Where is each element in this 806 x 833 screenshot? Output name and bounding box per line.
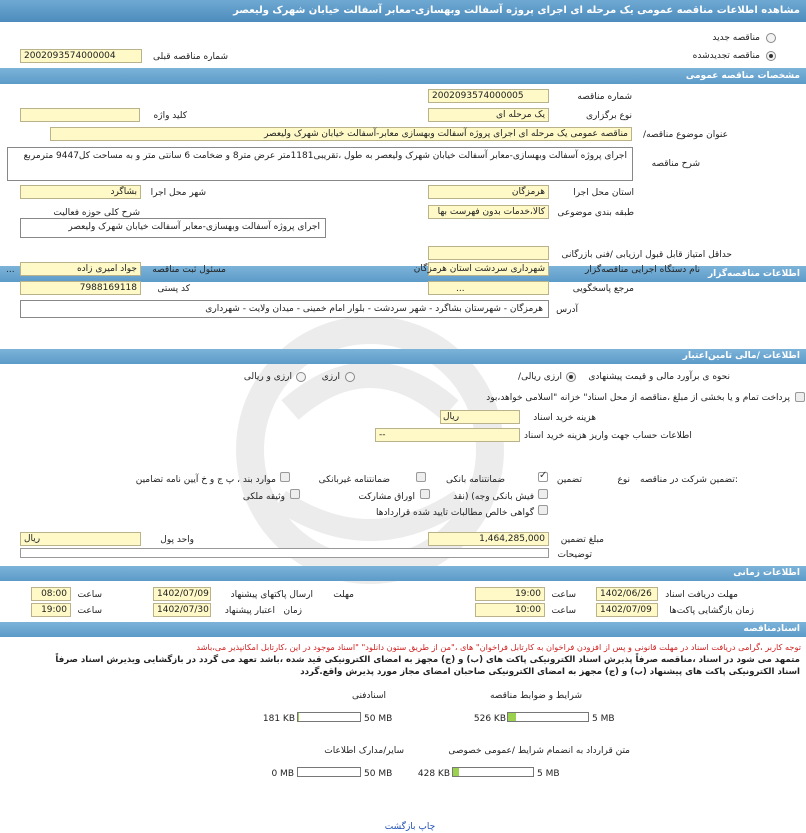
send-time: 08:00 <box>31 587 71 601</box>
opening-date: 1402/07/09 <box>596 603 658 617</box>
time-word-label: زمان <box>283 606 302 616</box>
nonbank-guarantee-label: ضمانتنامه غیربانکی <box>318 475 390 485</box>
validity-time-label: ساعت <box>77 606 102 616</box>
currency-label: واحد پول <box>160 535 194 545</box>
reference-more[interactable]: ... <box>456 284 465 294</box>
category-field: کالا،خدمات بدون فهرست بها <box>428 205 549 219</box>
section-documents-header: اسنادمناقصه <box>0 622 806 637</box>
registrar-label: مسئول ثبت مناقصه <box>152 265 226 275</box>
keyword-label: کلید واژه <box>153 111 187 121</box>
fx-rial-radio[interactable] <box>296 372 306 382</box>
prev-tender-number: 2002093574000004 <box>20 49 142 63</box>
send-label: ارسال پاکتهای پیشنهاد <box>230 590 313 600</box>
send-date: 1402/07/09 <box>153 587 211 601</box>
doc-conditions-label: شرایط و ضوابط مناقصه <box>489 691 582 701</box>
renewed-tender-radio[interactable] <box>766 51 776 61</box>
fx-radio[interactable] <box>345 372 355 382</box>
province-label: استان محل اجرا <box>573 188 634 198</box>
doc-other-size: 0 MB <box>271 769 294 779</box>
doc-fee-label: هزینه خرید اسناد <box>533 413 596 423</box>
tender-number: 2002093574000005 <box>428 89 549 103</box>
org-field: شهرداری سردشت استان هرمزگان <box>428 262 549 276</box>
receive-time-label: ساعت <box>551 590 576 600</box>
rial-label: /ارزی ریالی <box>518 372 562 382</box>
tender-title-label: /عنوان موضوع مناقصه <box>643 130 728 140</box>
property-checkbox[interactable] <box>290 489 300 499</box>
holding-type: یک مرحله ای <box>428 108 549 122</box>
renewed-tender-label: مناقصه تجدیدشده <box>692 51 760 61</box>
activity-field: اجرای پروژه آسفالت وبهسازی-معابر آسفالت خیابان شهرک ولیعصر <box>20 218 326 238</box>
doc-technical-size: 181 KB <box>262 714 295 724</box>
doc-technical-max: 50 MB <box>364 714 393 724</box>
treasury-text: پرداخت تمام و یا بخشی از مبلغ ،مناقصه از محل اسناد" خزانه "اسلامی خواهد،بود <box>486 393 790 403</box>
new-tender-radio[interactable] <box>766 33 776 43</box>
bonds-checkbox[interactable] <box>420 489 430 499</box>
print-link[interactable]: چاپ <box>418 822 436 832</box>
org-label: نام دستگاه اجرایی مناقصه‌گزار <box>585 265 700 275</box>
clause-guarantee-label: موارد بند ، پ ج و خ آیین نامه تضامین <box>135 475 276 485</box>
reference-field <box>428 281 549 295</box>
estimate-label: نحوه ی برآورد مالی و قیمت پیشنهادی <box>588 372 730 382</box>
doc-fee-field <box>440 410 520 424</box>
guarantee-label: تضمین شرکت در مناقصه: <box>640 475 738 485</box>
doc-other-max: 50 MB <box>364 769 393 779</box>
tender-title: مناقصه عمومی یک مرحله ای اجرای پروژه آسفالت وبهسازی معابر-آسفالت خیابان شهرک ولیعصر <box>50 127 632 141</box>
send-time-label: ساعت <box>77 590 102 600</box>
prev-tender-number-label: شماره مناقصه قبلی <box>153 52 228 62</box>
guarantee-amount: 1,464,285,000 <box>428 532 549 546</box>
doc-other-progress <box>297 767 361 777</box>
download-notice: توجه کاربر ،گرامی دریافت اسناد در مهلت قانونی و پس از افزودن فراخوان به کارتابل فراخوان" های ،"من از طریق ستون دانلود" "اسناد موجود در این ،کارتابل امکانپذیر می،باشد <box>196 642 801 652</box>
bank-receipt-checkbox[interactable] <box>538 489 548 499</box>
fx-rial-label: ارزی و ریالی <box>243 372 292 382</box>
city-field: بشاگرد <box>20 185 141 199</box>
activity-label: شرح کلی حوزه فعالیت <box>53 208 140 218</box>
claims-label: گواهی خالص مطالبات تایید شده قراردادها <box>376 508 534 518</box>
validity-date: 1402/07/30 <box>153 603 211 617</box>
section-financial-header: اطلاعات /مالی تامین‌اعتبار <box>0 349 806 364</box>
bank-guarantee-checkbox[interactable] <box>416 472 426 482</box>
account-label: اطلاعات حساب جهت واریز هزینه خرید اسناد <box>524 431 692 441</box>
page-title: مشاهده اطلاعات مناقصه عمومی یک مرحله ای اجرای پروژه آسفالت وبهسازی-معابر آسفالت خیابان شهرک ولیعصر <box>0 0 806 22</box>
notes-label: توضیحات <box>557 550 592 560</box>
back-link[interactable]: بازگشت <box>384 822 416 832</box>
guarantee-type-label: نوع <box>617 475 630 485</box>
tender-description: اجرای پروژه آسفالت وبهسازی-معابر آسفالت خیابان شهرک ولیعصر به طول ،تقریبی1181متر عرض متر8 و ضخامت 6 سانتی متر و به مساحت کل9447 مترمربع <box>7 147 633 181</box>
bank-guarantee-label: ضمانتنامه بانکی <box>446 475 505 485</box>
doc-technical-label: اسنادفنی <box>351 691 386 701</box>
deadline-label: مهلت <box>333 590 354 600</box>
doc-conditions-progress <box>507 712 589 722</box>
e-signature-notice: متمهد می شود در اسناد ،مناقصه صرفاً پذیرش اسناد الکترونیکی پاکت های (ب) و (ج) مجهز به امضای الکترونیکی قید شده ،باشد تعهد می گردد در بازگشایی ویذیرش اسناد صرفاً اسناد الکترونیکی پاکت های پیشنهاد (ب) و (ج) مجهز به امضای الکترونیکی صاحبان امضای مجاز مورد پذیرش واقع.گردد <box>55 655 800 677</box>
address-label: آدرس <box>556 305 578 315</box>
province-field: هرمزگان <box>428 185 549 199</box>
min-score-label: حداقل امتیاز قابل قبول ارزیابی /فنی بازرگانی <box>561 250 732 260</box>
section-organizer-header: اطلاعات مناقصه‌گزار <box>0 266 806 282</box>
doc-technical-progress <box>297 712 361 722</box>
registrar-more[interactable]: ... <box>6 265 15 275</box>
section-general-header: مشخصات مناقصه عمومی <box>0 68 806 84</box>
fx-label: ارزی <box>321 372 340 382</box>
doc-other-label: سایر/مدارک اطلاعات <box>324 746 404 756</box>
doc-conditions-max: 5 MB <box>592 714 615 724</box>
doc-fee-unit: ریال <box>443 412 460 422</box>
treasury-checkbox[interactable] <box>795 392 805 402</box>
address-field: هرمزگان - شهرستان بشاگرد - شهر سردشت - بلوار امام خمینی - میدان ولایت - شهرداری <box>20 300 549 318</box>
tender-description-label: شرح مناقصه <box>651 159 700 169</box>
account-field: -- <box>375 428 520 442</box>
tender-number-label: شماره مناقصه <box>577 92 632 102</box>
receive-deadline-date: 1402/06/26 <box>596 587 658 601</box>
nonbank-guarantee-checkbox[interactable] <box>280 472 290 482</box>
doc-contract-max: 5 MB <box>537 769 560 779</box>
receive-deadline-time: 19:00 <box>475 587 545 601</box>
bank-receipt-label: فیش بانکی وجه) (نقد <box>453 492 534 502</box>
footer-links <box>380 821 440 833</box>
min-score-field <box>428 246 549 260</box>
holding-type-label: نوع برگزاری <box>586 111 632 121</box>
guarantee-amount-label: مبلغ تضمین <box>560 535 604 545</box>
doc-contract-progress <box>452 767 534 777</box>
postal-code-label: کد پستی <box>157 284 190 294</box>
validity-time: 19:00 <box>31 603 71 617</box>
section-timing-header: اطلاعات زمانی <box>0 566 806 581</box>
property-label: وثیقه ملکی <box>242 492 285 502</box>
doc-contract-label: متن قرارداد به انضمام شرایط /عمومی خصوصی <box>448 746 630 756</box>
currency-field: ریال <box>20 532 141 546</box>
opening-label: زمان بازگشایی پاکت‌ها <box>669 606 754 616</box>
receive-deadline-label: مهلت دریافت اسناد <box>665 590 738 600</box>
category-label: طبقه بندی موضوعی <box>557 208 634 218</box>
reference-label: مرجع پاسخگویی <box>572 284 634 294</box>
guarantee-checkbox[interactable] <box>538 472 548 482</box>
guarantee-option-label: تضمین <box>556 475 582 485</box>
validity-label: اعتبار پیشنهاد <box>224 606 275 616</box>
postal-code-field: 7988169118 <box>20 281 141 295</box>
bonds-label: اوراق مشارکت <box>358 492 415 502</box>
keyword-field <box>20 108 140 122</box>
registrar-field: جواد امیری زاده <box>20 262 141 276</box>
rial-radio[interactable] <box>566 372 576 382</box>
doc-conditions-size: 526 KB <box>473 714 506 724</box>
city-label: شهر محل اجرا <box>150 188 206 198</box>
opening-time-label: ساعت <box>551 606 576 616</box>
claims-checkbox[interactable] <box>538 505 548 515</box>
opening-time: 10:00 <box>475 603 545 617</box>
doc-contract-size: 428 KB <box>417 769 450 779</box>
new-tender-label: مناقصه جدید <box>712 33 760 43</box>
notes-field <box>20 548 549 558</box>
